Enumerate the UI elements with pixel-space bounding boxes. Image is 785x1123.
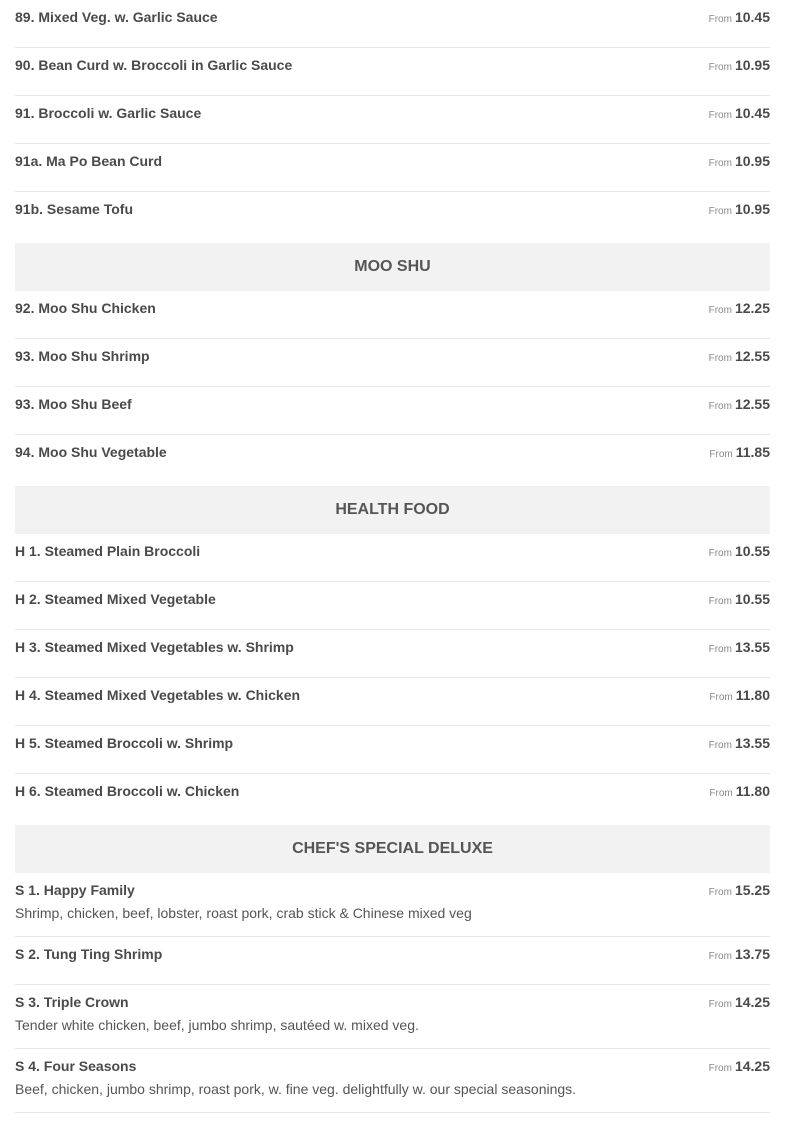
item-price (709, 946, 770, 964)
price-from-label: From (709, 788, 733, 799)
price-value: 10.55 (734, 591, 770, 607)
price-value: 10.95 (734, 153, 770, 169)
menu-item[interactable] (15, 534, 770, 582)
item-description: Tender white chicken, beef, jumbo shrimp, sautéed w. mixed veg. (15, 1017, 419, 1033)
price-from-label: From (708, 740, 732, 751)
item-name: 92. Moo Shu Chicken (15, 300, 156, 316)
item-price (709, 396, 770, 414)
price-value: 11.85 (735, 444, 770, 460)
item-price (709, 687, 770, 705)
price-from-label: From (709, 692, 733, 703)
item-price (709, 543, 770, 561)
price-value: 11.80 (735, 687, 770, 703)
item-name: 90. Bean Curd w. Broccoli in Garlic Sauce (15, 57, 293, 73)
price-value: 13.55 (734, 735, 770, 751)
menu-item[interactable] (15, 192, 770, 240)
price-from-label: From (708, 951, 732, 962)
menu-item[interactable] (15, 144, 770, 192)
item-name: 91. Broccoli w. Garlic Sauce (15, 105, 202, 121)
item-price (709, 994, 770, 1012)
item-name: H 2. Steamed Mixed Vegetable (15, 591, 216, 607)
item-name: S 1. Happy Family (15, 882, 135, 898)
item-name: 93. Moo Shu Beef (15, 396, 132, 412)
price-value: 12.55 (734, 348, 770, 364)
item-price (709, 105, 770, 123)
price-value: 14.25 (734, 994, 770, 1010)
item-name: H 5. Steamed Broccoli w. Shrimp (15, 735, 234, 751)
menu-item[interactable] (15, 726, 770, 774)
price-value: 10.95 (734, 57, 770, 73)
price-from-label: From (708, 644, 732, 655)
menu-item[interactable] (15, 96, 770, 144)
price-value: 14.25 (734, 1058, 770, 1074)
item-price (709, 201, 770, 219)
item-price (709, 639, 770, 657)
price-from-label: From (708, 62, 732, 73)
menu-item[interactable] (15, 339, 770, 387)
item-name: S 3. Triple Crown (15, 994, 129, 1010)
price-value: 11.80 (735, 783, 770, 799)
price-from-label: From (708, 887, 732, 898)
item-name: H 6. Steamed Broccoli w. Chicken (15, 783, 240, 799)
item-price (709, 57, 770, 75)
section-header-health-food: HEALTH FOOD (15, 486, 770, 534)
price-from-label: From (708, 401, 732, 412)
price-from-label: From (708, 353, 732, 364)
item-price (709, 444, 770, 462)
price-from-label: From (709, 449, 733, 460)
item-name: H 3. Steamed Mixed Vegetables w. Shrimp (15, 639, 294, 655)
item-name: 94. Moo Shu Vegetable (15, 444, 167, 460)
menu-item[interactable] (15, 774, 770, 822)
item-name: H 1. Steamed Plain Broccoli (15, 543, 201, 559)
menu-item[interactable] (15, 678, 770, 726)
item-price (709, 783, 770, 801)
item-price (709, 735, 770, 753)
item-name: 89. Mixed Veg. w. Garlic Sauce (15, 9, 218, 25)
item-name: S 2. Tung Ting Shrimp (15, 946, 163, 962)
item-description: Beef, chicken, jumbo shrimp, roast pork, w. fine veg. delightfully w. our special seasonings. (15, 1081, 577, 1097)
item-name: 91b. Sesame Tofu (15, 201, 134, 217)
menu-item[interactable] (15, 630, 770, 678)
menu-list (15, 0, 770, 1113)
price-value: 10.45 (734, 105, 770, 121)
menu-item[interactable] (15, 937, 770, 985)
price-value: 10.95 (734, 201, 770, 217)
price-from-label: From (708, 14, 732, 25)
price-value: 13.75 (734, 946, 770, 962)
item-price (709, 153, 770, 171)
menu-item[interactable] (15, 48, 770, 96)
item-price (709, 1058, 770, 1076)
price-value: 10.45 (734, 9, 770, 25)
price-from-label: From (708, 548, 732, 559)
price-from-label: From (708, 596, 732, 607)
price-from-label: From (708, 110, 732, 121)
price-from-label: From (708, 305, 732, 316)
section-header-moo-shu: MOO SHU (15, 243, 770, 291)
price-from-label: From (708, 1063, 732, 1074)
menu-item[interactable] (15, 1049, 770, 1113)
item-price (709, 882, 770, 900)
price-from-label: From (708, 206, 732, 217)
menu-item[interactable] (15, 582, 770, 630)
item-price (709, 300, 770, 318)
price-value: 12.55 (734, 396, 770, 412)
item-name: 91a. Ma Po Bean Curd (15, 153, 163, 169)
item-price (709, 9, 770, 27)
menu-item[interactable] (15, 873, 770, 937)
price-from-label: From (708, 158, 732, 169)
price-value: 10.55 (734, 543, 770, 559)
item-price (709, 591, 770, 609)
price-from-label: From (708, 999, 732, 1010)
menu-item[interactable] (15, 387, 770, 435)
item-name: H 4. Steamed Mixed Vegetables w. Chicken (15, 687, 301, 703)
item-name: 93. Moo Shu Shrimp (15, 348, 150, 364)
menu-item[interactable] (15, 0, 770, 48)
item-price (709, 348, 770, 366)
price-value: 13.55 (734, 639, 770, 655)
menu-item[interactable] (15, 985, 770, 1049)
item-description: Shrimp, chicken, beef, lobster, roast pork, crab stick & Chinese mixed veg (15, 905, 472, 921)
price-value: 12.25 (734, 300, 770, 316)
section-header-chefs-special-deluxe: CHEF'S SPECIAL DELUXE (15, 825, 770, 873)
price-value: 15.25 (734, 882, 770, 898)
item-name: S 4. Four Seasons (15, 1058, 137, 1074)
menu-item[interactable] (15, 291, 770, 339)
menu-item[interactable] (15, 435, 770, 483)
